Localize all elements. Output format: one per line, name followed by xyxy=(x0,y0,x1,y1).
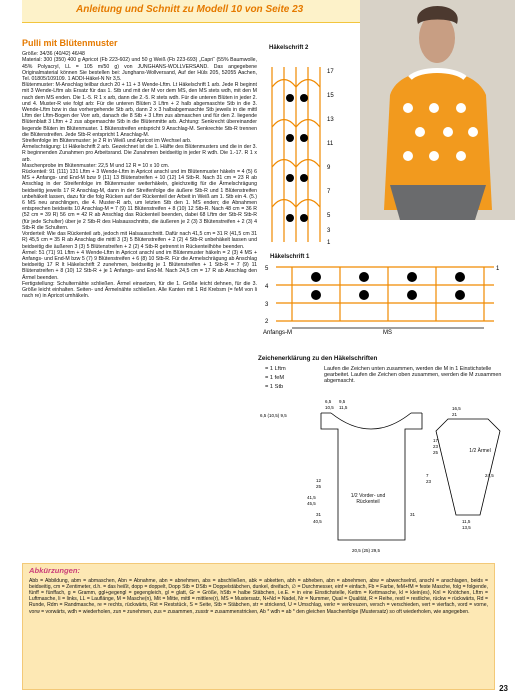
legend-chain: = 1 Lftm xyxy=(265,366,286,372)
instructions-header xyxy=(22,0,362,23)
page-number: 23 xyxy=(499,684,508,693)
abbreviations-title: Abkürzungen: xyxy=(29,566,81,575)
h1-row-5: 5 xyxy=(265,266,269,272)
h2-row-5: 5 xyxy=(327,213,331,219)
dim-width: 20,5 (25) 29,5 xyxy=(352,548,381,553)
legend-explanation: Laufen die Zeichen unten zusammen, werden die M in 1 Einstichstelle gearbeitet. Laufen die Zeichen oben zusammen, werden die M zusammen abgemascht. xyxy=(324,366,502,385)
h2-row-1: 1 xyxy=(327,240,331,246)
abbreviations-box xyxy=(22,563,495,690)
dim-23: 23 xyxy=(433,444,439,449)
crochet-chart-2 xyxy=(260,52,360,250)
dim-9-5: 9,5 xyxy=(339,399,346,404)
dim-17: 17 xyxy=(433,438,439,443)
dim-6-5: 6,5 xyxy=(325,399,332,404)
h1-anfangs-label: Anfangs-M xyxy=(263,330,293,336)
sleeve-shaping-text: Ärmelschrägung: Lt Häkelschrift 2 arb. Gezeichnet ist die 1. Hälfte des Blütenmusters und die in der 3. R beginnenden Zunahmen pro Arbeitsrand. Die Zunahmen beidseitig in jeder R wdh. Die 1.-17. R 1 x arb. xyxy=(22,144,257,163)
front-piece-text: Vorderteil: Wie das Rückenteil arb, jedoch mit Halsausschnitt. Dafür nach 41,5 cm = 31 R (41,5 cm 31 R) 45,5 cm = 35 R ab Anschlag die mittl 3 (3) 5 Blütenstreifen + 2 (2) 4 Stb-R unbehäkelt lassen und beidseitig die äußeren 3 (3) 5 Blütenstreifen + 2 (2) 4 Stb-R getrennt in Rückenteilhöhe beenden. xyxy=(22,231,257,250)
h1-row-3: 3 xyxy=(265,302,269,308)
schematic-diagram xyxy=(258,395,503,555)
dim-40-5: 40,5 xyxy=(313,519,322,524)
finishing-text: Fertigstellung: Schulternähte schließen. Ärmel einsetzen, für die 1. Größe leicht dehnen, für die 3. Größe leicht einhalten. Seiten- und Ärmelnähte schließen. Alle Kanten mit 1 Rd Krebsm (= feM von li nach re) in Apricot umhäkeln. xyxy=(22,280,257,300)
back-piece-text: Rückenteil: 91 (111) 131 Lftm + 3 Wende-Lftm in Apricot anschl und im Blütenmuster häkeln = 4 (5) 6 MS + Anfangs- und End-M bzw 9 (11) 13 Blütenstreifen + 10 (12) 14 Stb-R. Nach 31 cm = 23 R ab Anschlag in der Streifenfolge im Blütenmuster weiterhäkeln, gleichzeitig für die Ärmelschrägung beidseitig jeweils 17 R Anschlag-M, dann in der Streifenfolge die äußere Stb-R und 1 Blütenstreifen unbehäkelt lassen, dazu für die folg Rücken auf der Rückenteil der Arbeit in Weiß am 1. Stb ein 4. (5.) 6 MS neu anschlingen, die 4. Muster-R arb, um letzten Stb den 1. MS enden; die Abnahmen entsprechen beidseits 10 Anschlag-M = 7 (9) 11 Blütenstreifen + 8 (10) 12 Stb-R. Nach 48 cm = 36 R (52 cm = 39 R) 56 cm = 42 R ab Anschlag das Rückenteil beenden, dabei 68 Lftm der Stb-R Stb-R (für jede Schulter) über je 2 Stb-R des Halsausschnitts, die äußeren je 2 (3) 3 Blütenstreifen + 2 (3) 4 Stb-R die Schultern. xyxy=(22,169,257,231)
dim-13-5: 13,5 xyxy=(462,525,471,530)
pattern-instructions xyxy=(22,40,257,299)
dim-16-5: 16,5 xyxy=(452,406,461,411)
dim-24-5: 24,5 xyxy=(485,473,494,478)
dim-25: 25 xyxy=(316,484,322,489)
h2-row-7: 7 xyxy=(327,189,331,195)
h2-row-9: 9 xyxy=(327,165,331,171)
gauge-text: Maschenprobe im Blütenmuster: 22,5 M und 12 R = 10 x 10 cm. xyxy=(22,162,170,169)
size-text: Größe: 34/36 (40/42) 46/48 xyxy=(22,51,85,58)
h2-row-15: 15 xyxy=(327,93,334,99)
dim-25-b: 25 xyxy=(433,450,439,455)
dim-23-b: 23 xyxy=(426,479,432,484)
h2-row-17: 17 xyxy=(327,69,334,75)
legend-title: Zeichenerklärung zu den Häkelschriften xyxy=(258,355,378,362)
dim-11-5-b: 11,5 xyxy=(462,519,471,524)
dim-41-5: 41,5 xyxy=(307,495,316,500)
chart-1-title: Häkelschrift 1 xyxy=(270,254,310,260)
model-photo xyxy=(360,0,515,220)
legend-dc: = 1 Stb xyxy=(265,384,284,390)
blossom-pattern-text: Blütenmuster: M-Anschlag teilbar durch 20 + 11 + 3 Wende-Lftm. Lt Häkelschrift 1 arb. Jede R beginnt mit 3 Wende-Lftm als Ersatz für das 1. Stb und mit der M vor dem MS, den MS stets wdh, mit den M nach dem MS enden. Die 1.-5. R 1 x arb, dann die 2.-5. R stets wdh. Für die unteren Blüten in jeder 2. und 4. Muster-R wie folgt arb: Für die unteren Blüten 3 Lftm + 2 halb abgemaschte Stb in die 3. Wende-Lftm bzw in das vorhergehende Stb arb, dann 2 x 3 halbabgemaschte Stb jeweils in die mittl Lftm der Lftm-Bogen der Vorr arb, danach die 8 Stb + 3 Lftm zus abmaschen und für den 2. liegende Blütenblatt 3 Lftm + 2 zus abgemaschte Stb in die Blütenmitte arb. Achtung: Senkrecht übereinander liegende Blüten im Blütenmuster. 1 Blütenstreifen entspricht 9 Anschlag-M. Senkrechte Stb-R trennen die Blütenstreifen. Jede Stb-R entspricht 1 Anschlag-M. xyxy=(22,82,257,138)
dim-31-b: 31 xyxy=(410,512,416,517)
h1-ms-label: MS xyxy=(383,330,392,336)
dim-21: 21 xyxy=(452,412,458,417)
dim-shoulder: 6,5 (10,5) 9,5 xyxy=(260,413,287,418)
h2-row-3: 3 xyxy=(327,228,331,234)
h1-row-4: 4 xyxy=(265,284,269,290)
legend-sc: = 1 feM xyxy=(265,375,285,381)
dim-7: 7 xyxy=(426,473,429,478)
sleeve-label: 1/2 Ärmel xyxy=(469,448,491,454)
h2-row-11: 11 xyxy=(327,141,334,147)
dim-31-a: 31 xyxy=(316,512,322,517)
dim-12: 12 xyxy=(316,478,322,483)
chart-2-title: Häkelschrift 2 xyxy=(269,45,309,51)
model-photo-illustration xyxy=(360,0,515,220)
dim-11-5: 11,5 xyxy=(339,405,348,410)
dim-45-5: 45,5 xyxy=(307,501,316,506)
h1-row-1: 1 xyxy=(496,266,500,272)
sleeve-text: Ärmel: 51 (71) 91 Lftm + 4 Wende-Lftm in Apricot anschl und im Blütenmuster häkeln = 2 (3) 4 MS + Anfangs- und End-M bzw 5 (7) 9 Blütenstreifen + 6 (8) 10 Stb-R. Für die Armelschrägung ab Anschlag beidseitig 17 R lt Häkelschrift 2 zunehmen, beidseitig je 1 Blütenstreifen + 1 Stb-R = 7 (9) 11 Blütenstreifen + 8 (10) 12 Stb-R + je 1 Anfangs- und End-M. Nach 24,5 cm = 17 R ab Anschlag den Ärmel beenden. xyxy=(22,249,257,281)
h1-row-2: 2 xyxy=(265,319,269,325)
abbreviations-text: Abb = Abbildung, abm = abmaschen, Abn = Abnahme, abn = abnehmen, abs = abschließen, abk = abketten, abh = abheben, abn = abnehmen, abw = abwechselnd, anschl = anschlagen, beids = beidseitig, cm = Zentimeter, d.h. = das heißt, dopp = doppelt, Dopp Stb = DStb = Doppelstäbchen, dunkel, dreifach, ∅ = Durchmesser, einf = einfach, Fb = Farbe, feM+fM = feste Masche, folg = folgende, fünff = fünffach, g = Gramm, ggl+gegengl = gegengleich, gl = glatt, Gr = Größe, hStb = halbe Stäbchen, i.e.E. = in eine Einstichstelle, Kettm = Kettmasche, kl = klein(es), Knl = Knötchen, Lftm = Luftmasche, li = links, LL = Lauflänge, M = Masche(n), Mit = Mitte, mittl = mittlere(r), MS = Mustersatz, N+Nd = Nadel, Nr = Nummer, Qual = Qualität, R = Reihe, restl = restliche, rückw = rückwärts, Rd = Runde, Rdm = Randmasche, re = rechts, rückwärts, Rst = Reststück, S = Seite, Stb = Stäbchen, str = strickend, U = Umschlag, verkr = verkreuzen, versch = verschieden, vert = vierfach, vord = vorne, vorw = vorwärts, wdh = wiederholen, zun = zunehmen, zus = zusammen, zusstr = zusammenstricken, Ab * wdh = ab * den gleichen Maschenfolge (Mustersatz) so oft wiederholen, wie angegeben. xyxy=(29,578,488,615)
crochet-chart-1 xyxy=(258,262,503,337)
material-text: Material: 300 (350) 400 g Apricot (Fb 223-602) und 50 g Weiß (Fb 223-693) „Capri“ (55% Baumwolle, 45% Polyacryl, LL = 105 m/50 g) von JUNGHANS-WOLLVERSAND. Das angegebene Originalmaterial können Sie bestellen bei: Junghans-Wollversand, Auf der Hüls 205, 52055 Aachen, Tel. 01805/109109. 1 ADDI-Häkel-N Nr 3,5. xyxy=(22,57,257,83)
stripe-sequence-text: Streifenfolge im Blütenmuster: je 2 R in Weiß und Apricot im Wechsel arb. xyxy=(22,138,192,145)
front-back-label: 1/2 Vorder- und Rückenteil xyxy=(350,493,386,505)
header-title: Anleitung und Schnitt zu Modell 10 von Seite 23 xyxy=(76,4,304,15)
pattern-title: Pulli mit Blütenmuster xyxy=(22,38,118,48)
dim-10-5: 10,5 xyxy=(325,405,334,410)
h2-row-13: 13 xyxy=(327,117,334,123)
